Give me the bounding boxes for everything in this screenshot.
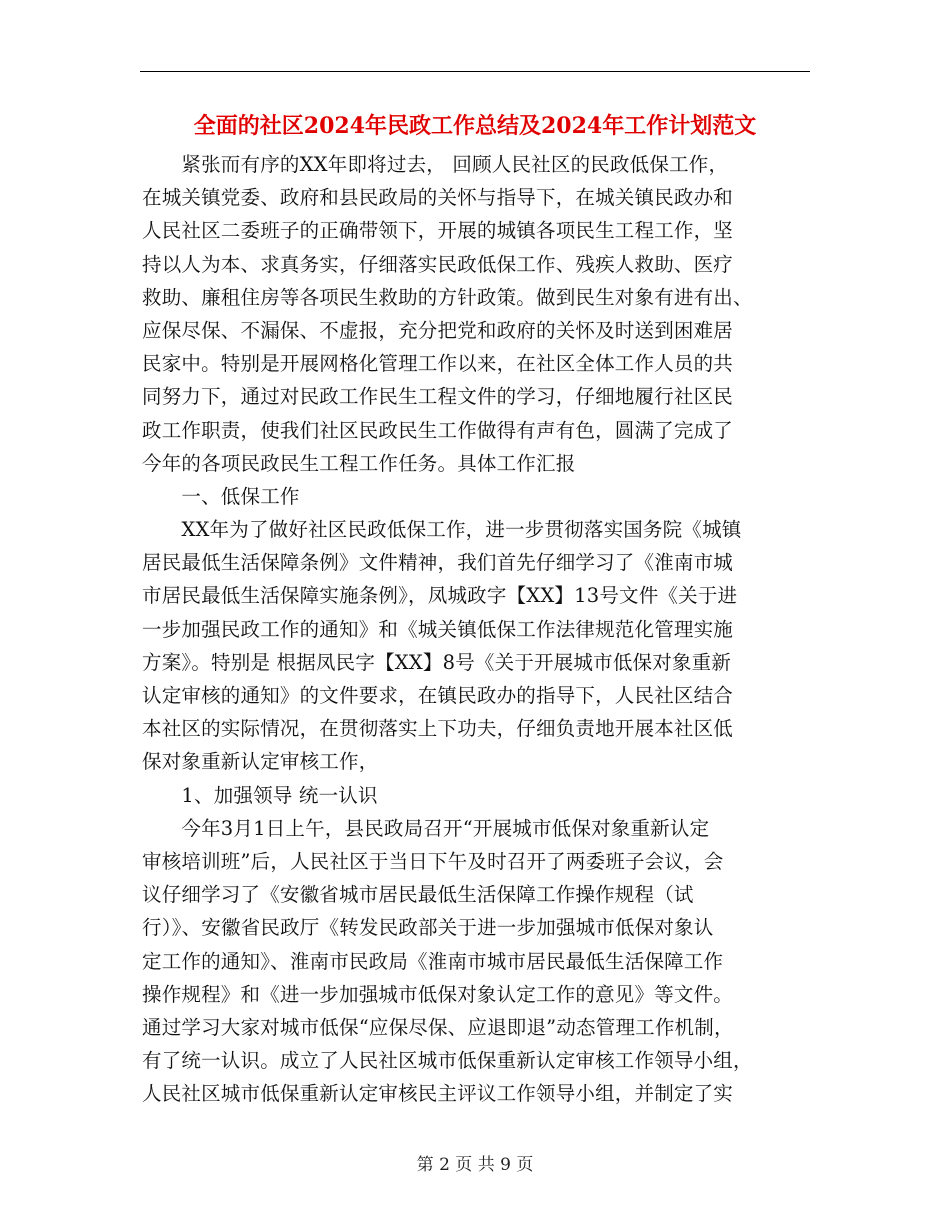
body-line: 居民最低生活保障条例》文件精神，我们首先仔细学习了《淮南市城	[142, 551, 734, 575]
body-line: 操作规程》和《进一步加强城市低保对象认定工作的意见》等文件。	[142, 982, 734, 1006]
body-line: 民家中。特别是开展网格化管理工作以来，在社区全体工作人员的共	[142, 352, 734, 376]
subsection-heading-leadership: 1、加强领导 统一认识	[142, 783, 378, 807]
body-line: 救助、廉租住房等各项民生救助的方针政策。做到民生对象有进有出、	[142, 285, 753, 309]
body-line: 保对象重新认定审核工作，	[142, 750, 379, 774]
header-rule	[140, 71, 810, 72]
document-title: 全面的社区2024年民政工作总结及2024年工作计划范文	[193, 113, 757, 139]
body-line: 方案》。特别是 根据凤民字【XX】8号《关于开展城市低保对象重新	[142, 650, 732, 674]
body-line: 应保尽保、不漏保、不虚报，充分把党和政府的关怀及时送到困难居	[142, 318, 734, 342]
body-line: 定工作的通知》、淮南市民政局《淮南市城市居民最低生活保障工作	[142, 949, 724, 973]
body-line: 有了统一认识。成立了人民社区城市低保重新认定审核工作领导小组，	[142, 1049, 753, 1073]
section-heading-low-income: 一、低保工作	[142, 484, 300, 508]
body-line: 人民社区二委班子的正确带领下，开展的城镇各项民生工程工作，坚	[142, 219, 734, 243]
body-line: 在城关镇党委、政府和县民政局的关怀与指导下，在城关镇民政办和	[142, 186, 734, 210]
body-line: 今年3月1日上午，县民政局召开“开展城市低保对象重新认定	[142, 816, 710, 840]
body-line: 行）》、安徽省民政厅《转发民政部关于进一步加强城市低保对象认	[142, 916, 714, 940]
body-line: 一步加强民政工作的通知》和《城关镇低保工作法律规范化管理实施	[142, 617, 734, 641]
body-line: 通过学习大家对城市低保“应保尽保、应退即退”动态管理工作机制，	[142, 1015, 734, 1039]
body-line: 认定审核的通知》的文件要求，在镇民政办的指导下，人民社区结合	[142, 684, 734, 707]
body-line: 持以人为本、求真务实，仔细落实民政低保工作、残疾人救助、医疗	[142, 252, 734, 276]
document-body	[142, 148, 812, 1110]
body-line: 紧张而有序的XX年即将过去， 回顾人民社区的民政低保工作，	[142, 153, 729, 176]
body-line: 政工作职责，使我们社区民政民生工作做得有声有色，圆满了完成了	[142, 418, 734, 442]
body-line: 市居民最低生活保障实施条例》，凤城政字【XX】13号文件《关于进	[142, 584, 738, 608]
body-line: 本社区的实际情况，在贯彻落实上下功夫，仔细负责地开展本社区低	[142, 717, 734, 741]
body-line: 人民社区城市低保重新认定审核民主评议工作领导小组，并制定了实	[142, 1082, 734, 1106]
page-number: 第 2 页 共 9 页	[416, 1155, 534, 1175]
body-line: 同努力下，通过对民政工作民生工程文件的学习，仔细地履行社区民	[142, 385, 734, 409]
body-line: 审核培训班”后，人民社区于当日下午及时召开了两委班子会议，会	[142, 849, 724, 873]
body-line: 议仔细学习了《安徽省城市居民最低生活保障工作操作规程（试	[142, 883, 694, 907]
body-line: 今年的各项民政民生工程工作任务。具体工作汇报	[142, 451, 576, 475]
body-line: XX年为了做好社区民政低保工作，进一步贯彻落实国务院《城镇	[142, 518, 742, 542]
